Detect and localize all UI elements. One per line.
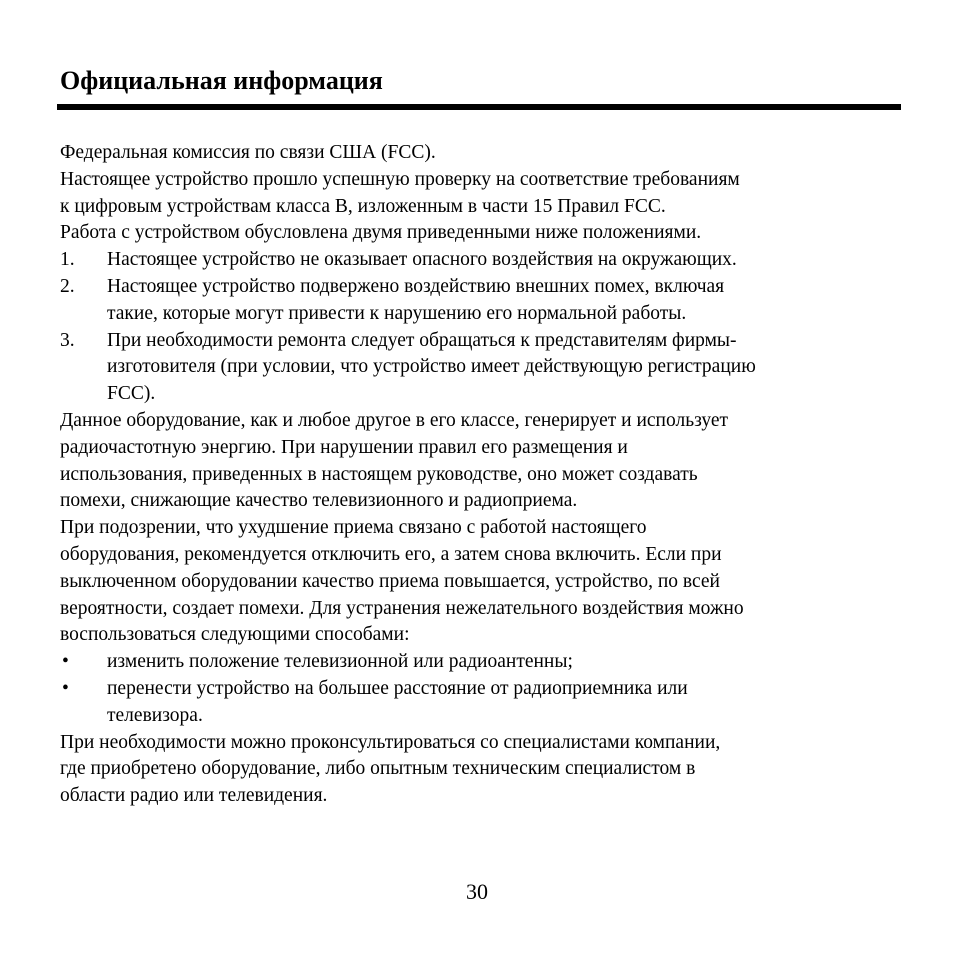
bullet-item-1 <box>60 649 900 676</box>
intro-paragraph <box>60 140 900 247</box>
text-line: Настоящее устройство подвержено воздействию внешних помех, включая <box>107 275 725 297</box>
text-line: При необходимости можно проконсультироваться со специалистами компании, <box>60 731 721 753</box>
text-line: Настоящее устройство не оказывает опасного воздействия на окружающих. <box>107 249 737 271</box>
list-number: 1. <box>60 249 75 271</box>
text-line: FCC). <box>107 383 156 405</box>
list-number: 2. <box>60 275 75 297</box>
title-underline <box>57 104 901 110</box>
text-line: такие, которые могут привести к нарушению его нормальной работы. <box>107 302 687 324</box>
text-line: к цифровым устройствам класса B, изложенным в части 15 Правил FCC. <box>60 195 666 217</box>
text-line: Данное оборудование, как и любое другое в его классе, генерирует и использует <box>60 409 729 431</box>
text-line: изменить положение телевизионной или радиоантенны; <box>107 651 573 673</box>
bullet-icon: • <box>62 677 69 699</box>
text-line: выключенном оборудовании качество приема повышается, устройство, по всей <box>60 570 720 592</box>
text-line: помехи, снижающие качество телевизионного и радиоприема. <box>60 490 578 512</box>
text-line: где приобретено оборудование, либо опытным техническим специалистом в <box>60 758 696 780</box>
text-line: радиочастотную энергию. При нарушении правил его размещения и <box>60 436 628 458</box>
text-line: Работа с устройством обусловлена двумя приведенными ниже положениями. <box>60 222 702 244</box>
text-line: изготовителя (при условии, что устройство имеет действующую регистрацию <box>107 356 756 378</box>
numbered-item-3 <box>60 328 900 408</box>
list-number: 3. <box>60 329 75 351</box>
numbered-item-2 <box>60 274 900 328</box>
text-line: воспользоваться следующими способами: <box>60 624 410 646</box>
text-line: телевизора. <box>107 704 203 726</box>
text-line: оборудования, рекомендуется отключить его, а затем снова включить. Если при <box>60 543 722 565</box>
bullet-item-2 <box>60 676 900 730</box>
page-title: Официальная информация <box>60 66 383 95</box>
text-line: Федеральная комиссия по связи США (FCC). <box>60 142 436 163</box>
text-line: перенести устройство на большее расстояние от радиоприемника или <box>107 677 688 699</box>
text-line: вероятности, создает помехи. Для устранения нежелательного воздействия можно <box>60 597 744 619</box>
text-line: использования, приведенных в настоящем руководстве, оно может создавать <box>60 463 698 485</box>
paragraph-interference <box>60 515 900 649</box>
text-line: Настоящее устройство прошло успешную проверку на соответствие требованиям <box>60 168 740 190</box>
paragraph-consult <box>60 730 900 810</box>
bullet-icon: • <box>62 651 69 673</box>
paragraph-radio-energy <box>60 408 900 515</box>
text-line: области радио или телевидения. <box>60 785 328 807</box>
document-body <box>60 140 900 810</box>
text-line: При подозрении, что ухудшение приема связано с работой настоящего <box>60 517 647 539</box>
text-line: При необходимости ремонта следует обращаться к представителям фирмы- <box>107 329 737 351</box>
numbered-item-1 <box>60 247 900 274</box>
page-number: 30 <box>466 879 488 904</box>
